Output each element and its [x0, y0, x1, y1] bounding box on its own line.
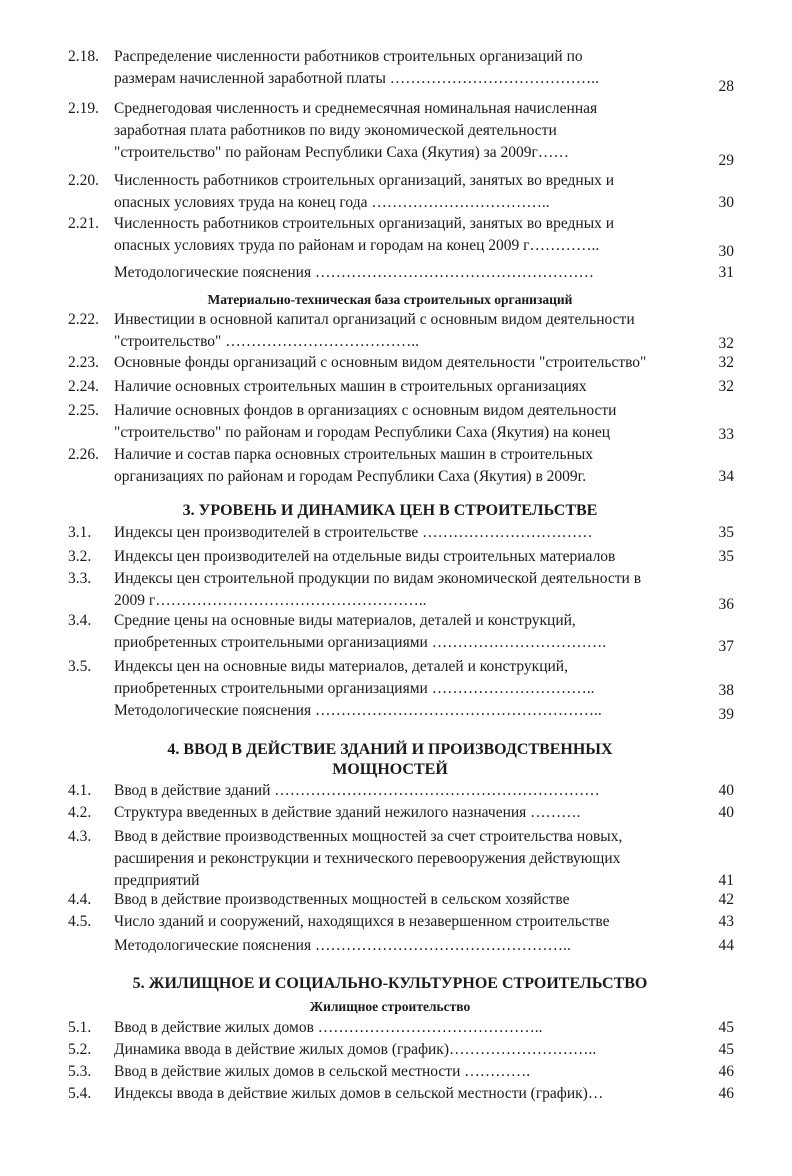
- section-heading: 4. ВВОД В ДЕЙСТВИЕ ЗДАНИЙ И ПРОИЗВОДСТВЕННЫХ: [167, 741, 613, 758]
- toc-entry-title-line: Индексы цен производителей в строительстве ……………………………: [114, 524, 593, 541]
- toc-entry-title-line: Динамика ввода в действие жилых домов (график)………………………..: [114, 1041, 597, 1058]
- toc-entry-page-number: 28: [718, 78, 734, 95]
- toc-entry-title-line: "строительство" по районам и городам Республики Саха (Якутия) на конец: [114, 424, 611, 441]
- toc-entry-title-line: Основные фонды организаций с основным видом деятельности "строительство": [114, 354, 647, 371]
- toc-entry-page-number: 45: [718, 1019, 734, 1036]
- toc-entry-title-line: Индексы цен на основные виды материалов, деталей и конструкций,: [114, 658, 568, 675]
- toc-entry-number: 2.23.: [68, 354, 99, 371]
- toc-entry: [0, 1017, 792, 1039]
- toc-entry: [0, 610, 792, 654]
- toc-entry-page-number: 29: [718, 152, 734, 169]
- toc-entry-number: 2.19.: [68, 100, 99, 117]
- toc-entry-page-number: 32: [718, 335, 734, 352]
- toc-entry-number: 2.24.: [68, 378, 99, 395]
- toc-entry: [0, 400, 792, 444]
- toc-entry: [0, 568, 792, 612]
- toc-entry-number: 4.1.: [68, 782, 92, 799]
- toc-entry: [0, 376, 792, 398]
- toc-entry-page-number: 45: [718, 1041, 734, 1058]
- toc-entry-number: 5.2.: [68, 1041, 92, 1058]
- toc-entry-number: 2.22.: [68, 311, 99, 328]
- toc-entry-number: 5.4.: [68, 1085, 92, 1102]
- toc-entry: [0, 170, 792, 214]
- toc-entry-title-line: Структура введенных в действие зданий нежилого назначения ……….: [114, 804, 581, 821]
- toc-entry-title-line: приобретенных строительными организациями …………………………….: [114, 634, 607, 651]
- toc-entry: [0, 826, 792, 892]
- toc-entry: [0, 1083, 792, 1105]
- toc-entry-page-number: 41: [718, 872, 734, 889]
- toc-entry-title-line: Методологические пояснения ………………………………………………..: [114, 702, 602, 719]
- toc-entry-number: 2.20.: [68, 172, 99, 189]
- toc-entry: [0, 889, 792, 911]
- toc-entry: [0, 522, 792, 544]
- toc-entry: [0, 309, 792, 353]
- toc-entry-number: 2.25.: [68, 402, 99, 419]
- toc-entry-title-line: размерам начисленной заработной платы …………………………………..: [114, 70, 600, 87]
- toc-entry-number: 3.4.: [68, 612, 92, 629]
- toc-entry: [0, 656, 792, 700]
- toc-entry-title-line: Число зданий и сооружений, находящихся в незавершенном строительстве: [114, 913, 610, 930]
- toc-entry-title-line: Индексы ввода в действие жилых домов в сельской местности (график)…: [114, 1085, 604, 1102]
- toc-entry-title-line: Среднегодовая численность и среднемесячная номинальная начисленная: [114, 100, 598, 117]
- toc-entry-number: 4.3.: [68, 828, 92, 845]
- toc-entry-title-line: Ввод в действие производственных мощностей в сельском хозяйстве: [114, 891, 570, 908]
- toc-entry-page-number: 42: [718, 891, 734, 908]
- toc-entry-title-line: Распределение численности работников строительных организаций по: [114, 48, 583, 65]
- toc-entry-page-number: 37: [718, 638, 734, 655]
- toc-entry-title-line: Ввод в действие производственных мощностей за счет строительства новых,: [114, 828, 623, 845]
- toc-entry-number: 3.1.: [68, 524, 92, 541]
- toc-entry: [0, 1061, 792, 1083]
- toc-entry-page-number: 33: [718, 426, 734, 443]
- toc-entry-title-line: Методологические пояснения ………………………………………………: [114, 264, 594, 281]
- toc-entry-page-number: 31: [718, 264, 734, 281]
- toc-entry-title-line: Численность работников строительных организаций, занятых во вредных и: [114, 172, 615, 189]
- toc-entry: [0, 1039, 792, 1061]
- toc-entry-page-number: 30: [718, 243, 734, 260]
- toc-entry-page-number: 39: [718, 706, 734, 723]
- section-heading: 5. ЖИЛИЩНОЕ И СОЦИАЛЬНО-КУЛЬТУРНОЕ СТРОИТЕЛЬСТВО: [132, 975, 648, 992]
- toc-entry-title-line: приобретенных строительными организациями …………………………..: [114, 680, 595, 697]
- toc-entry-title-line: "строительство" ………………………………..: [114, 333, 419, 350]
- toc-entry: [0, 911, 792, 933]
- toc-entry-number: 2.18.: [68, 48, 99, 65]
- toc-entry: [0, 46, 792, 95]
- toc-entry-number: 4.4.: [68, 891, 92, 908]
- toc-entry-title-line: организациях по районам и городам Республики Саха (Якутия) в 2009г.: [114, 468, 587, 485]
- toc-entry-number: 3.3.: [68, 570, 92, 587]
- section-heading: 3. УРОВЕНЬ И ДИНАМИКА ЦЕН В СТРОИТЕЛЬСТВЕ: [182, 502, 598, 519]
- toc-entry-title-line: Наличие основных строительных машин в строительных организациях: [114, 378, 587, 395]
- toc-entry: [0, 780, 792, 802]
- toc-entry: [0, 262, 792, 284]
- toc-entry: [0, 352, 792, 374]
- toc-entry-number: 2.26.: [68, 446, 99, 463]
- toc-entry-title-line: опасных условиях труда по районам и городам на конец 2009 г…………..: [114, 237, 600, 254]
- toc-entry-page-number: 32: [718, 378, 734, 395]
- toc-entry: [0, 546, 792, 568]
- toc-entry: [0, 213, 792, 260]
- toc-entry-number: 4.2.: [68, 804, 92, 821]
- toc-entry-title-line: Наличие и состав парка основных строительных машин в строительных: [114, 446, 594, 463]
- toc-entry: [0, 444, 792, 488]
- toc-entry-title-line: заработная плата работников по виду экономической деятельности: [114, 122, 557, 139]
- toc-entry-page-number: 46: [718, 1063, 734, 1080]
- toc-entry: [0, 700, 792, 722]
- toc-entry-page-number: 43: [718, 913, 734, 930]
- subsection-heading: Жилищное строительство: [309, 999, 471, 1014]
- toc-entry-page-number: 35: [718, 548, 734, 565]
- toc-entry-page-number: 34: [718, 468, 734, 485]
- toc-entry-page-number: 40: [718, 804, 734, 821]
- toc-entry-title-line: предприятий: [114, 872, 200, 889]
- toc-entry: [0, 935, 792, 957]
- toc-entry: [0, 98, 792, 169]
- toc-entry-number: 4.5.: [68, 913, 92, 930]
- toc-entry-page-number: 32: [718, 354, 734, 371]
- toc-entry-title-line: Численность работников строительных организаций, занятых во вредных и: [114, 215, 615, 232]
- toc-entry-number: 5.3.: [68, 1063, 92, 1080]
- toc-entry-number: 5.1.: [68, 1019, 92, 1036]
- toc-entry-title-line: Наличие основных фондов в организациях с основным видом деятельности: [114, 402, 617, 419]
- toc-entry-title-line: "строительство" по районам Республики Саха (Якутия) за 2009г……: [114, 144, 569, 161]
- toc-entry-title-line: Инвестиции в основной капитал организаций с основным видом деятельности: [114, 311, 635, 328]
- toc-entry-title-line: расширения и реконструкции и технического перевооружения действующих: [114, 850, 621, 867]
- toc-entry-page-number: 44: [718, 937, 734, 954]
- toc-entry: [0, 802, 792, 824]
- toc-entry-page-number: 35: [718, 524, 734, 541]
- toc-entry-title-line: Ввод в действие зданий ………………………………………………………: [114, 782, 600, 799]
- toc-entry-page-number: 40: [718, 782, 734, 799]
- toc-entry-title-line: Индексы цен производителей на отдельные виды строительных материалов: [114, 548, 616, 565]
- toc-entry-number: 2.21.: [68, 215, 99, 232]
- toc-entry-page-number: 38: [718, 682, 734, 699]
- section-heading: МОЩНОСТЕЙ: [332, 761, 448, 778]
- toc-entry-title-line: Средние цены на основные виды материалов, деталей и конструкций,: [114, 612, 576, 629]
- toc-entry-page-number: 36: [718, 596, 734, 613]
- subsection-heading: Материально-техническая база строительных организаций: [207, 292, 573, 307]
- toc-entry-title-line: Ввод в действие жилых домов в сельской местности ………….: [114, 1063, 531, 1080]
- toc-entry-title-line: опасных условиях труда на конец года ……………………………..: [114, 194, 550, 211]
- toc-entry-page-number: 46: [718, 1085, 734, 1102]
- toc-entry-title-line: 2009 г……………………………………………..: [114, 592, 427, 609]
- toc-entry-title-line: Методологические пояснения …………………………………………..: [114, 937, 571, 954]
- toc-entry-page-number: 30: [718, 194, 734, 211]
- toc-entry-title-line: Индексы цен строительной продукции по видам экономической деятельности в: [114, 570, 642, 587]
- toc-entry-title-line: Ввод в действие жилых домов ……………………………………..: [114, 1019, 543, 1036]
- toc-entry-number: 3.2.: [68, 548, 92, 565]
- toc-entry-number: 3.5.: [68, 658, 92, 675]
